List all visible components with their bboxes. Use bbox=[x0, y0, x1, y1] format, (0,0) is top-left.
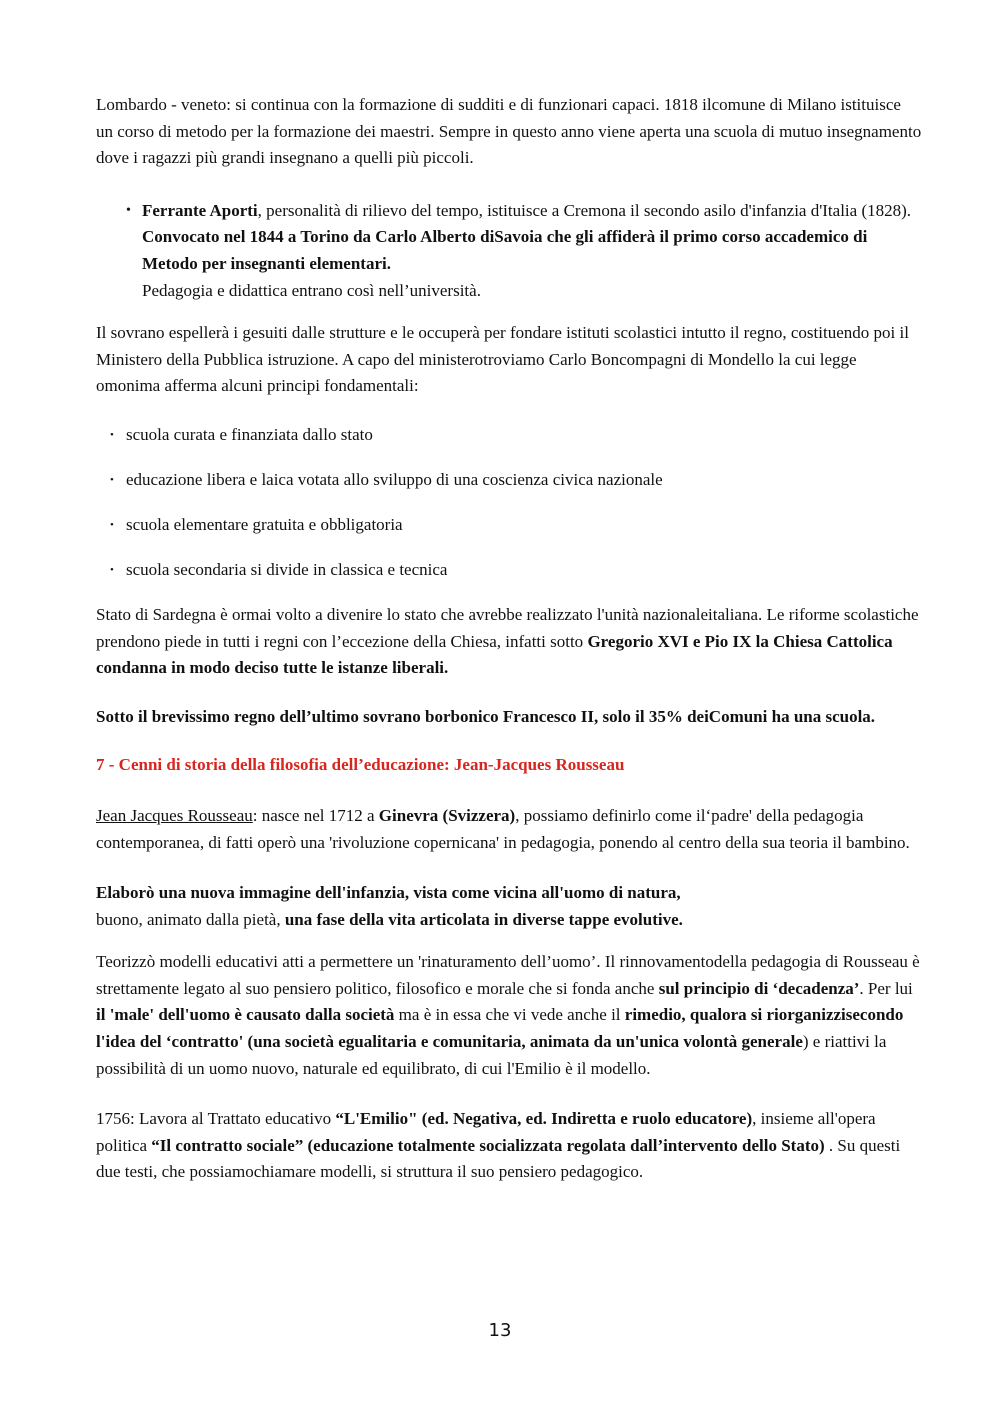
bullet-dot-icon: • bbox=[110, 563, 114, 576]
bullet-ferrante-aporti bbox=[96, 198, 922, 304]
aporti-text: , personalità di rilievo del tempo, istituisce a Cremona il secondo asilo d'infanzia d'Italia (1828). bbox=[257, 200, 912, 220]
paragraph-infanzia: Elaborò una nuova immagine dell'infanzia, vista come vicina all'uomo di natura, buono, animato dalla pietà, una fase della vita articolata in diverse tappe evolutive. bbox=[96, 883, 683, 929]
document-body bbox=[96, 92, 922, 1186]
list-item: • scuola curata e finanziata dallo stato bbox=[96, 422, 922, 448]
rousseau-name: Jean Jacques Rousseau bbox=[96, 805, 253, 825]
list-item: • educazione libera e laica votata allo sviluppo di una coscienza civica nazionale bbox=[96, 467, 922, 493]
bullet-dot-icon: • bbox=[110, 473, 114, 486]
bullet-dot-icon: • bbox=[126, 202, 131, 218]
aporti-text-2: Pedagogia e didattica entrano così nell’università. bbox=[142, 280, 481, 300]
aporti-name: Ferrante Aporti bbox=[142, 200, 258, 220]
aporti-bold: Convocato nel 1844 a Torino da Carlo Alberto diSavoia che gli affiderà il primo corso accademico di Metodo per insegnanti elementari. bbox=[142, 227, 868, 273]
paragraph-lombardo-veneto: Lombardo - veneto: si continua con la formazione di sudditi e di funzionari capaci. 1818 ilcomune di Milano istituisce un corso di metodo per la formazione dei maestri. Sempre in questo anno viene aperta una scuola di mutuo insegnamento dove i ragazzi più grandi insegnano a quelli più piccoli. bbox=[96, 95, 922, 168]
list-item: • scuola secondaria si divide in classica e tecnica bbox=[96, 557, 922, 583]
list-item: • scuola elementare gratuita e obbligatoria bbox=[96, 512, 922, 538]
paragraph-teorizzo: Teorizzò modelli educativi atti a permettere un 'rinaturamento dell’uomo’. Il rinnovamentodella pedagogia di Rousseau è strettamente legato al suo pensiero politico, filosofico e morale che si fonda anche sul principio di ‘decadenza’. Per lui il 'male' dell'uomo è causato dalla società ma è in essa che vi vede anche il rimedio, qualora si riorganizzisecondo l'idea del ‘contratto' (una società egualitaria e comunitaria, animata da un'unica volontà generale) e riattivi la possibilità di un uomo nuovo, naturale ed equilibrato, di cui l'Emilio è il modello. bbox=[96, 952, 920, 1078]
bullet-dot-icon: • bbox=[110, 518, 114, 531]
paragraph-1756: 1756: Lavora al Trattato educativo “L'Emilio" (ed. Negativa, ed. Indiretta e ruolo educatore), insieme all'opera politica “Il contratto sociale” (educazione totalmente socializzata regolata dall’intervento dello Stato) . Su questi due testi, che possiamochiamare modelli, si struttura il suo pensiero pedagogico. bbox=[96, 1109, 901, 1182]
principles-list bbox=[96, 422, 922, 583]
paragraph-francesco-ii: Sotto il brevissimo regno dell’ultimo sovrano borbonico Francesco II, solo il 35% deiComuni ha una scuola. bbox=[96, 706, 876, 726]
bullet-dot-icon: • bbox=[110, 428, 114, 441]
section-heading: 7 - Cenni di storia della filosofia dell’educazione: Jean-Jacques Rousseau bbox=[96, 755, 625, 775]
paragraph-rousseau-intro: Jean Jacques Rousseau: nasce nel 1712 a Ginevra (Svizzera), possiamo definirlo come il‘padre' della pedagogia contemporanea, di fatti operò una 'rivoluzione copernicana' in pedagogia, ponendo al centro della sua teoria il bambino. bbox=[96, 805, 910, 852]
paragraph-sovrano: Il sovrano espellerà i gesuiti dalle strutture e le occuperà per fondare istituti scolastici intutto il regno, costituendo poi il Ministero della Pubblica istruzione. A capo del ministerotroviamo Carlo Boncompagni di Mondello la cui legge omonima afferma alcuni principi fondamentali: bbox=[96, 323, 909, 396]
paragraph-sardegna: Stato di Sardegna è ormai volto a divenire lo stato che avrebbe realizzato l'unità nazionaleitaliana. Le riforme scolastiche prendono piede in tutti i regni con l’eccezione della Chiesa, infatti sotto Gregorio XVI e Pio IX la Chiesa Cattolica condanna in modo deciso tutte le istanze liberali. bbox=[96, 604, 919, 678]
page-number: 13 bbox=[488, 1320, 512, 1341]
